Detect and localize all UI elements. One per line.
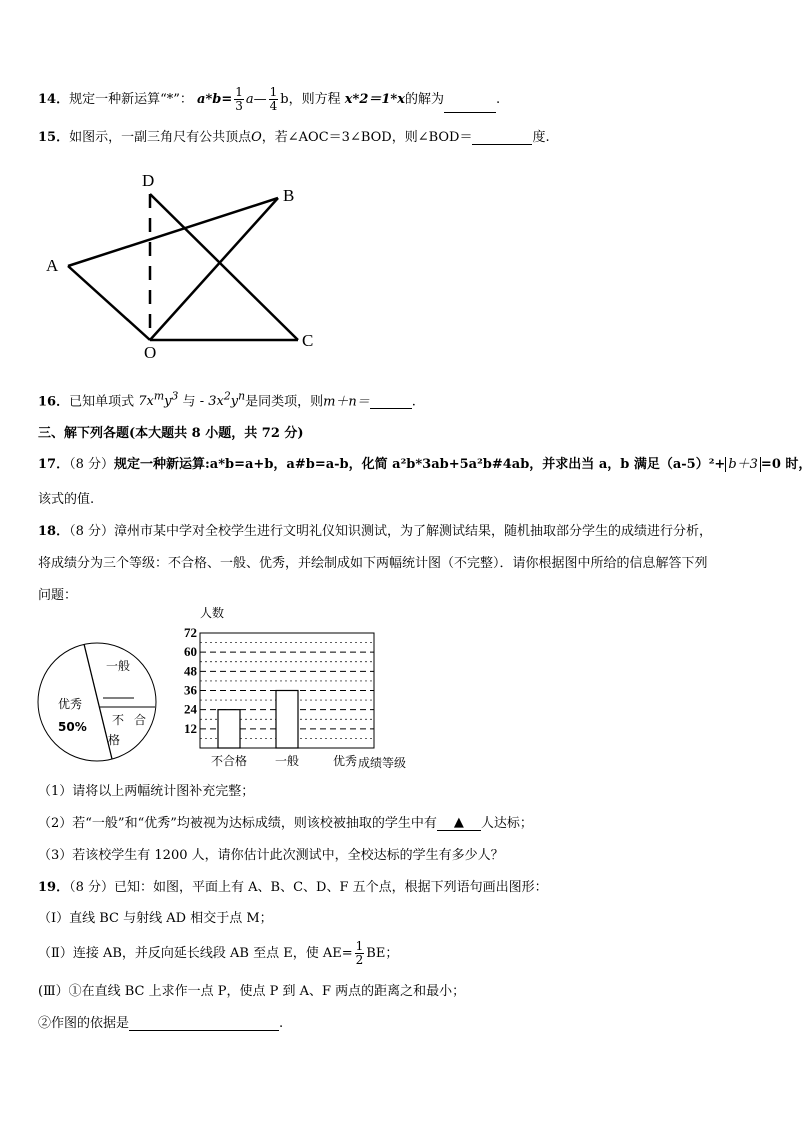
q18-sub-2: （2）若“一般”和“优秀”均被视为达标成绩，则该校被抽取的学生中有 ▲ 人达标； <box>38 815 533 831</box>
q18-sub-1: （1）请将以上两幅统计图补充完整； <box>38 784 255 799</box>
question-15 <box>38 126 550 145</box>
pie-label-excellent-pct: 50% <box>58 720 87 734</box>
q14-equation: x*2＝1*x <box>344 92 405 107</box>
y-tick-label: 48 <box>184 663 197 679</box>
label-d: D <box>142 171 155 190</box>
q17-text: 规定一种新运算:a*b=a+b，a#b=a-b，化简 a²b*3ab+5a²b#4ab，并求出当 a，b 满足（a-5）²+ <box>114 457 726 472</box>
bar-1 <box>218 710 240 748</box>
q18-line-3: 问题： <box>38 588 78 603</box>
monomial-1: $7x^my^3$ <box>138 390 179 410</box>
question-19 <box>38 876 548 895</box>
question-18 <box>38 520 712 539</box>
q19-part-ii: （Ⅱ）连接 AB，并反向延长线段 AB 至点 E，使 AE= $\frac{1}{2}$ BE； <box>38 939 399 967</box>
x-tick-label: 一般 <box>274 754 300 768</box>
answer-blank[interactable] <box>129 1030 279 1031</box>
monomial-2: - $3x^2y^n$ <box>199 390 246 410</box>
pie-label-excellent: 优秀 <box>58 697 83 711</box>
q17-tail: =0 时， <box>760 457 811 472</box>
label-c: C <box>302 331 314 350</box>
q14-expr: a*b= <box>197 92 233 107</box>
q19-text: 已知：如图，平面上有 A、B、C、D、F 五个点，根据下列语句画出图形： <box>114 880 548 895</box>
q19-part-i: （Ⅰ）直线 BC 与射线 AD 相交于点 M； <box>38 911 273 926</box>
pie-chart <box>36 640 164 765</box>
pie-label-fail-3: 格 <box>108 733 121 747</box>
q16-expr: m＋n＝ <box>323 394 370 410</box>
q18-sub-3: （3）若该校学生有 1200 人，请你估计此次测试中，全校达标的学生有多少人？ <box>38 848 504 863</box>
q18-number: 18． <box>38 524 70 539</box>
line-ao <box>68 266 150 340</box>
x-tick-label: 不合格 <box>210 754 248 768</box>
q17-score: （8 分） <box>69 457 114 472</box>
q14-number: 14． <box>38 92 70 107</box>
q16-number: 16． <box>38 394 70 410</box>
q15-text: 如图示，一副三角尺有公共顶点 <box>69 130 252 145</box>
q14-mid: a— <box>245 92 267 107</box>
bar-2 <box>276 691 298 749</box>
pie-label-fail-1: 不 <box>112 713 125 727</box>
fraction-1-4: $\frac{1}{4}$ <box>269 85 278 113</box>
q19-score: （8 分） <box>69 880 114 895</box>
answer-blank-triangle[interactable]: ▲ <box>437 815 481 831</box>
question-16: 16．已知单项式 $7x^my^3$ 与 - $3x^2y^n$是同类项，则m＋n＝ . <box>38 390 416 410</box>
pie-label-fail-2: 合 <box>134 713 147 727</box>
q19-number: 19． <box>38 880 70 895</box>
q15-number: 15． <box>38 130 70 145</box>
q17-number: 17． <box>38 457 70 472</box>
x-tick-label: 优秀 <box>332 754 358 768</box>
q14-text: 规定一种新运算“*”： <box>69 92 193 107</box>
answer-blank[interactable] <box>444 112 496 113</box>
label-a: A <box>46 256 59 275</box>
q16-mid2: 是同类项，则 <box>245 394 324 410</box>
answer-blank[interactable] <box>472 144 532 145</box>
label-o: O <box>144 343 157 362</box>
q14-post: b，则方程 <box>280 92 341 107</box>
label-b: B <box>283 186 295 205</box>
q18-line-1: 漳州市某中学对全校学生进行文明礼仪知识测试，为了解测试结果，随机抽取部分学生的成绩进行分析， <box>114 524 713 539</box>
q16-mid: 与 <box>182 394 196 410</box>
y-tick-label: 60 <box>184 644 197 660</box>
y-tick-label: 36 <box>184 682 197 698</box>
y-tick-label: 72 <box>184 625 197 640</box>
triangle-figure <box>40 168 330 368</box>
answer-blank[interactable] <box>370 408 412 409</box>
q19-part-iv: ②作图的依据是 . <box>38 1016 284 1031</box>
q15-point-o: O <box>251 130 262 145</box>
y-tick-label: 24 <box>184 701 197 717</box>
section-3-title: 三、解下列各题(本大题共 8 小题，共 72 分) <box>38 426 304 441</box>
q17-line-2: 该式的值. <box>38 492 95 507</box>
y-tick-label: 12 <box>184 720 197 736</box>
q14-suffix: 的解为 <box>404 92 444 107</box>
q18-score: （8 分） <box>69 524 114 539</box>
question-14: 14．规定一种新运算“*”： a*b= $\frac{1}{3}$ a— $\frac{1}{4}$ b，则方程 x*2＝1*x的解为 . <box>38 85 501 113</box>
q16-text: 已知单项式 <box>69 394 135 410</box>
fraction-1-3: $\frac{1}{3}$ <box>235 85 243 113</box>
q15-mid: ，若∠AOC＝3∠BOD，则∠BOD＝ <box>261 130 473 145</box>
absolute-value: b＋3 <box>725 457 761 472</box>
q18-line-2: 将成绩分为三个等级：不合格、一般、优秀，并绘制成如下两幅统计图（不完整）．请你根据图中所给的信息解答下列 <box>38 556 708 571</box>
question-17 <box>38 453 811 472</box>
y-axis-label: 人数 <box>200 606 225 620</box>
q19-part-iii: (Ⅲ）①在直线 BC 上求作一点 P，使点 P 到 A、F 两点的距离之和最小； <box>38 984 466 999</box>
q15-suffix: 度. <box>532 130 550 145</box>
x-axis-label: 成绩等级 <box>358 756 407 770</box>
bar-chart <box>170 600 430 772</box>
pie-label-normal: 一般 <box>106 659 131 673</box>
